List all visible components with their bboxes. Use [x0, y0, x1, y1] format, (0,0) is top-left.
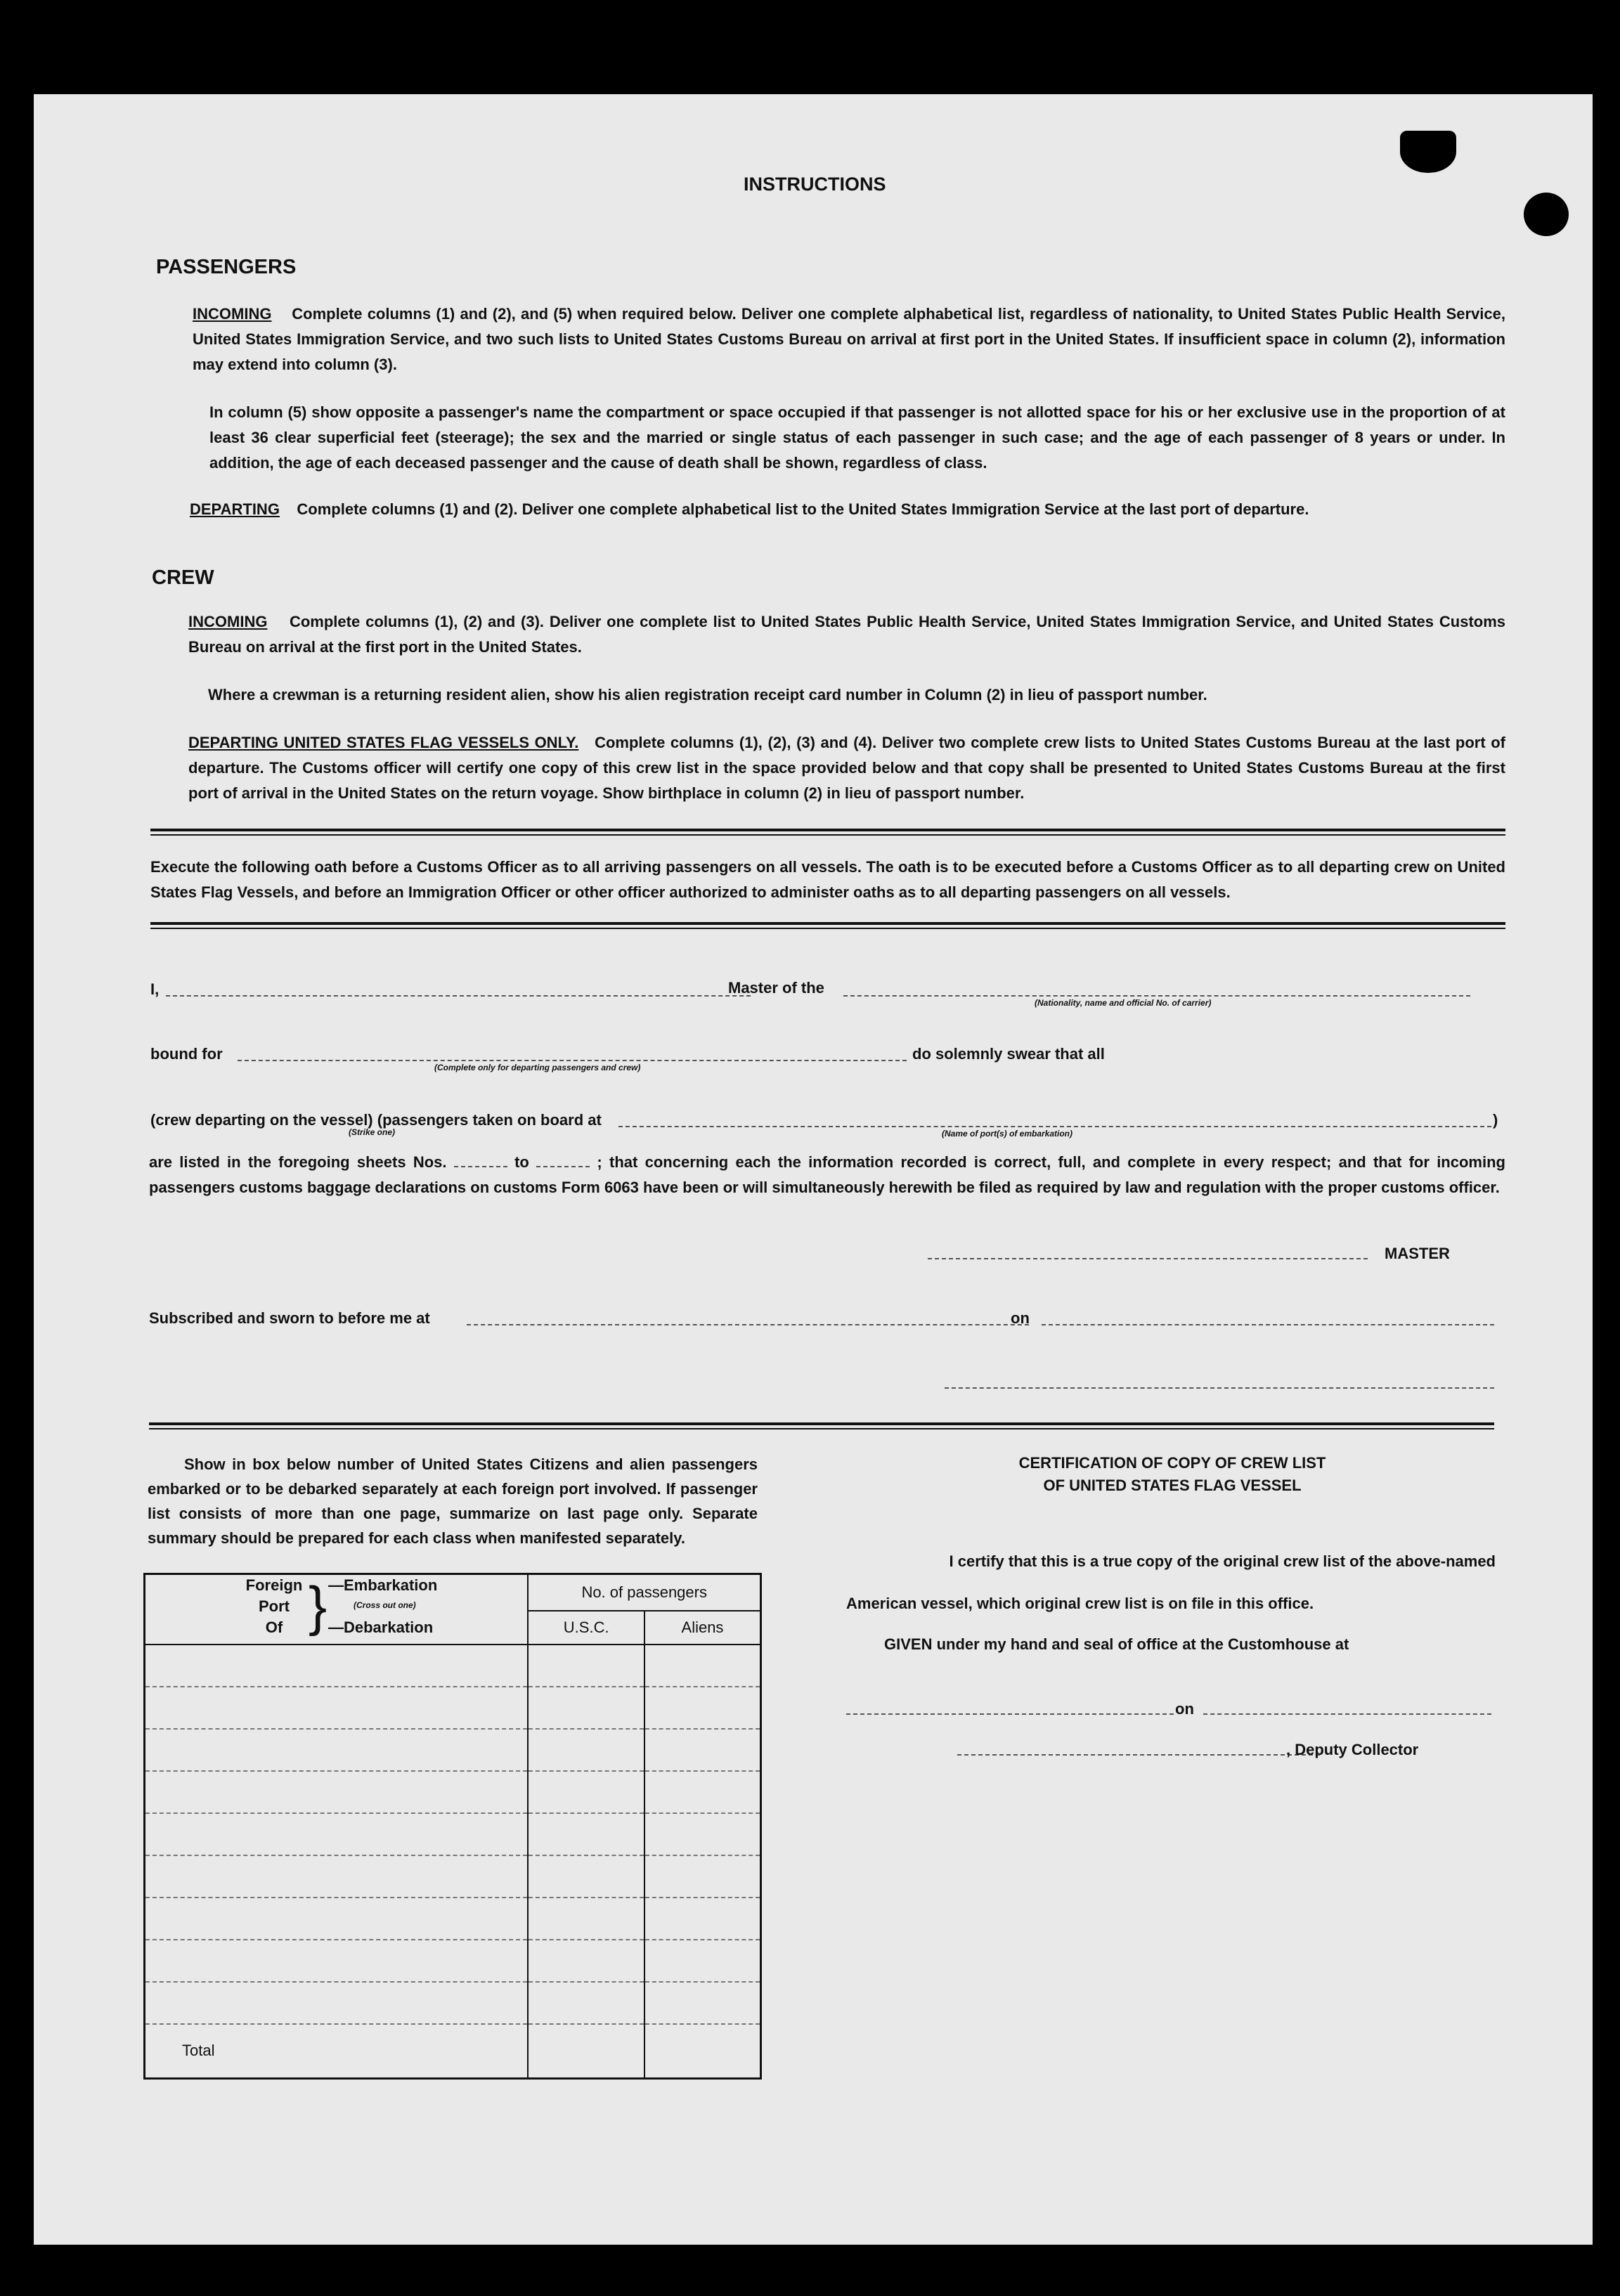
subscribed-label: Subscribed and sworn to before me at [149, 1309, 430, 1327]
deputy-collector-label: , Deputy Collector [1286, 1741, 1419, 1758]
listed-to-label: to [514, 1153, 529, 1171]
listed-sheets-block [149, 1150, 1505, 1200]
passengers-departing-text: Complete columns (1) and (2). Deliver one complete alphabetical list to the United States Immigration Service at the last port of departure. [297, 500, 1309, 518]
aliens-cell[interactable] [644, 1940, 761, 1982]
port-of-embarkation-field[interactable] [618, 1126, 1491, 1127]
table-row [145, 1687, 761, 1729]
usc-cell[interactable] [528, 1940, 644, 1982]
given-text: GIVEN under my hand and seal of office at the Customhouse at [884, 1635, 1349, 1653]
aliens-header: Aliens [644, 1611, 761, 1645]
cross-out-caption: (Cross out one) [354, 1600, 416, 1610]
table-row [145, 1645, 761, 1687]
table-row [145, 1940, 761, 1982]
table-row [145, 1771, 761, 1813]
port-cell[interactable] [145, 1813, 529, 1855]
crew-departing-block [188, 730, 1505, 806]
certify-line1: I certify that this is a true copy of the original crew list of the above-named [949, 1552, 1496, 1570]
divider [149, 1422, 1494, 1429]
page-title: INSTRUCTIONS [744, 174, 886, 195]
certification-title-line2: OF UNITED STATES FLAG VESSEL [1043, 1477, 1302, 1494]
sworn-place-field[interactable] [467, 1324, 1029, 1325]
total-row [145, 2024, 761, 2079]
foreign-label: Foreign [245, 1576, 303, 1594]
port-cell[interactable] [145, 1687, 529, 1729]
customhouse-field[interactable] [846, 1713, 1174, 1715]
crew-incoming-label: INCOMING [188, 613, 268, 630]
crew-departing-text: (crew departing on the vessel) (passengers taken on board at [150, 1111, 602, 1129]
divider [150, 922, 1505, 929]
master-signature-field[interactable] [928, 1258, 1368, 1259]
crew-departing-label: DEPARTING UNITED STATES FLAG VESSELS ONLY. [188, 734, 579, 751]
listed-sheets-text: are listed in the foregoing sheets Nos. [149, 1153, 447, 1171]
port-header-cell [145, 1574, 529, 1645]
summary-instructions-text: Show in box below number of United States Citizens and alien passengers embarked or to be debarked separately at each foreign port involved. If passenger list consists of more than one page, summarize on last page only. Separate summary should be prepared for each class when manifested separately. [148, 1455, 758, 1547]
usc-header: U.S.C. [528, 1611, 644, 1645]
usc-cell[interactable] [528, 1813, 644, 1855]
certification-date-field[interactable] [1203, 1713, 1491, 1715]
aliens-cell[interactable] [644, 1855, 761, 1898]
listed-sheets-rest: ; that concerning each the information recorded is correct, full, and complete in every respect; and that for incoming passengers customs baggage declarations on customs Form 6063 have been or will simultaneously herewith be filed as required by law and regulation with the proper customs officer. [149, 1153, 1505, 1196]
embarkation-label: —Embarkation [328, 1576, 438, 1594]
crew-incoming-text: Complete columns (1), (2) and (3). Deliver one complete list to United States Public Health Service, United States Immigration Service, and United States Customs Bureau on arrival at the first port in the United States. [188, 613, 1506, 656]
crew-resident-alien-text: Where a crewman is a returning resident alien, show his alien registration receipt card number in Column (2) in lieu of passport number. [208, 686, 1207, 703]
debarkation-label: —Debarkation [328, 1619, 434, 1636]
summary-instructions [148, 1452, 758, 1550]
aliens-cell[interactable] [644, 1898, 761, 1940]
master-of-the-label: Master of the [728, 979, 824, 997]
usc-total-cell[interactable] [528, 2024, 644, 2079]
passengers-incoming-text: Complete columns (1) and (2), and (5) when required below. Deliver one complete alphabetical list, regardless of nationality, to United States Public Health Service, United States Immigration Service, and two such lists to United States Customs Bureau on arrival at first port in the United States. If insufficient space in column (2), information may extend into column (3). [193, 305, 1506, 373]
port-cell[interactable] [145, 1982, 529, 2024]
port-cell[interactable] [145, 1645, 529, 1687]
table-row [145, 1898, 761, 1940]
port-cell[interactable] [145, 1898, 529, 1940]
usc-cell[interactable] [528, 1898, 644, 1940]
punch-hole-icon [1400, 131, 1456, 173]
carrier-caption: (Nationality, name and official No. of carrier) [1035, 998, 1212, 1008]
aliens-cell[interactable] [644, 1729, 761, 1771]
oath-instructions: Execute the following oath before a Customs Officer as to all arriving passengers on all vessels. The oath is to be executed before a Customs Officer as to all departing crew on United States Flag Vessels, and before an Immigration Officer or other officer authorized to administer oaths as to all departing passengers on all vessels. [150, 858, 1505, 901]
form-page [34, 94, 1593, 2245]
table-row [145, 1729, 761, 1771]
port-cell[interactable] [145, 1771, 529, 1813]
usc-cell[interactable] [528, 1687, 644, 1729]
aliens-cell[interactable] [644, 1645, 761, 1687]
usc-cell[interactable] [528, 1729, 644, 1771]
punch-hole-icon [1524, 193, 1569, 236]
certification-title-line1: CERTIFICATION OF COPY OF CREW LIST [1018, 1454, 1326, 1472]
aliens-cell[interactable] [644, 1982, 761, 2024]
officer-signature-field[interactable] [945, 1387, 1494, 1389]
usc-cell[interactable] [528, 1645, 644, 1687]
aliens-cell[interactable] [644, 1771, 761, 1813]
master-label: MASTER [1385, 1245, 1450, 1262]
deputy-signature-field[interactable] [957, 1754, 1320, 1756]
passenger-summary-table [143, 1573, 762, 2080]
aliens-cell[interactable] [644, 1687, 761, 1729]
passengers-incoming-label: INCOMING [193, 305, 272, 323]
sheet-from-field[interactable] [454, 1156, 507, 1167]
carrier-field[interactable] [843, 995, 1470, 997]
sworn-on-label: on [1011, 1309, 1030, 1327]
port-cell[interactable] [145, 1940, 529, 1982]
total-label: Total [145, 2024, 529, 2079]
port-label: Port [259, 1597, 290, 1615]
master-name-field[interactable] [166, 995, 751, 997]
crew-incoming-block [188, 609, 1505, 660]
certify-line2: American vessel, which original crew list is on file in this office. [846, 1595, 1314, 1612]
passengers-departing-label: DEPARTING [190, 500, 280, 518]
table-row [145, 1982, 761, 2024]
bound-for-field[interactable] [238, 1060, 907, 1061]
crew-heading: CREW [152, 566, 214, 589]
usc-cell[interactable] [528, 1982, 644, 2024]
of-label: Of [265, 1619, 283, 1636]
usc-cell[interactable] [528, 1855, 644, 1898]
swear-text: do solemnly swear that all [912, 1045, 1105, 1063]
passengers-column5-text: In column (5) show opposite a passenger's name the compartment or space occupied if that passenger is not allotted space for his or her exclusive use in the proportion of at least 36 clear superficial feet (steerage); the sex and the married or single status of each passenger in such case; and the age of each passenger of 8 years or under. In addition, the age of each deceased passenger and the cause of death shall be shown, regardless of class. [209, 403, 1505, 472]
aliens-cell[interactable] [644, 1813, 761, 1855]
bound-for-label: bound for [150, 1045, 223, 1063]
table-row [145, 1813, 761, 1855]
certification-title [856, 1452, 1489, 1497]
sworn-date-field[interactable] [1042, 1324, 1494, 1325]
usc-cell[interactable] [528, 1771, 644, 1813]
aliens-total-cell[interactable] [644, 2024, 761, 2079]
passengers-heading: PASSENGERS [156, 256, 297, 278]
crew-departing-text: Complete columns (1), (2), (3) and (4). Deliver two complete crew lists to United States Customs Bureau at the last port of departure. The Customs officer will certify one copy of this crew list in the space provided below and that copy shall be presented to United States Customs Bureau at the first port of arrival in the United States on the return voyage. Show birthplace in column (2) in lieu of passport number. [188, 734, 1506, 802]
close-paren: ) [1493, 1111, 1498, 1129]
brace-icon: } [309, 1575, 328, 1637]
oath-i-label: I, [150, 980, 160, 998]
sheet-to-field[interactable] [536, 1156, 590, 1167]
passengers-departing-block [190, 497, 1511, 522]
bound-for-caption: (Complete only for departing passengers and crew) [434, 1063, 641, 1072]
divider [150, 829, 1505, 836]
certification-on-label: on [1175, 1700, 1194, 1718]
ports-caption: (Name of port(s) of embarkation) [942, 1129, 1073, 1139]
no-of-passengers-header: No. of passengers [528, 1574, 760, 1611]
table-row [145, 1855, 761, 1898]
strike-one-caption: (Strike one) [349, 1127, 396, 1137]
passengers-incoming-block [193, 301, 1505, 377]
port-cell[interactable] [145, 1855, 529, 1898]
port-cell[interactable] [145, 1729, 529, 1771]
